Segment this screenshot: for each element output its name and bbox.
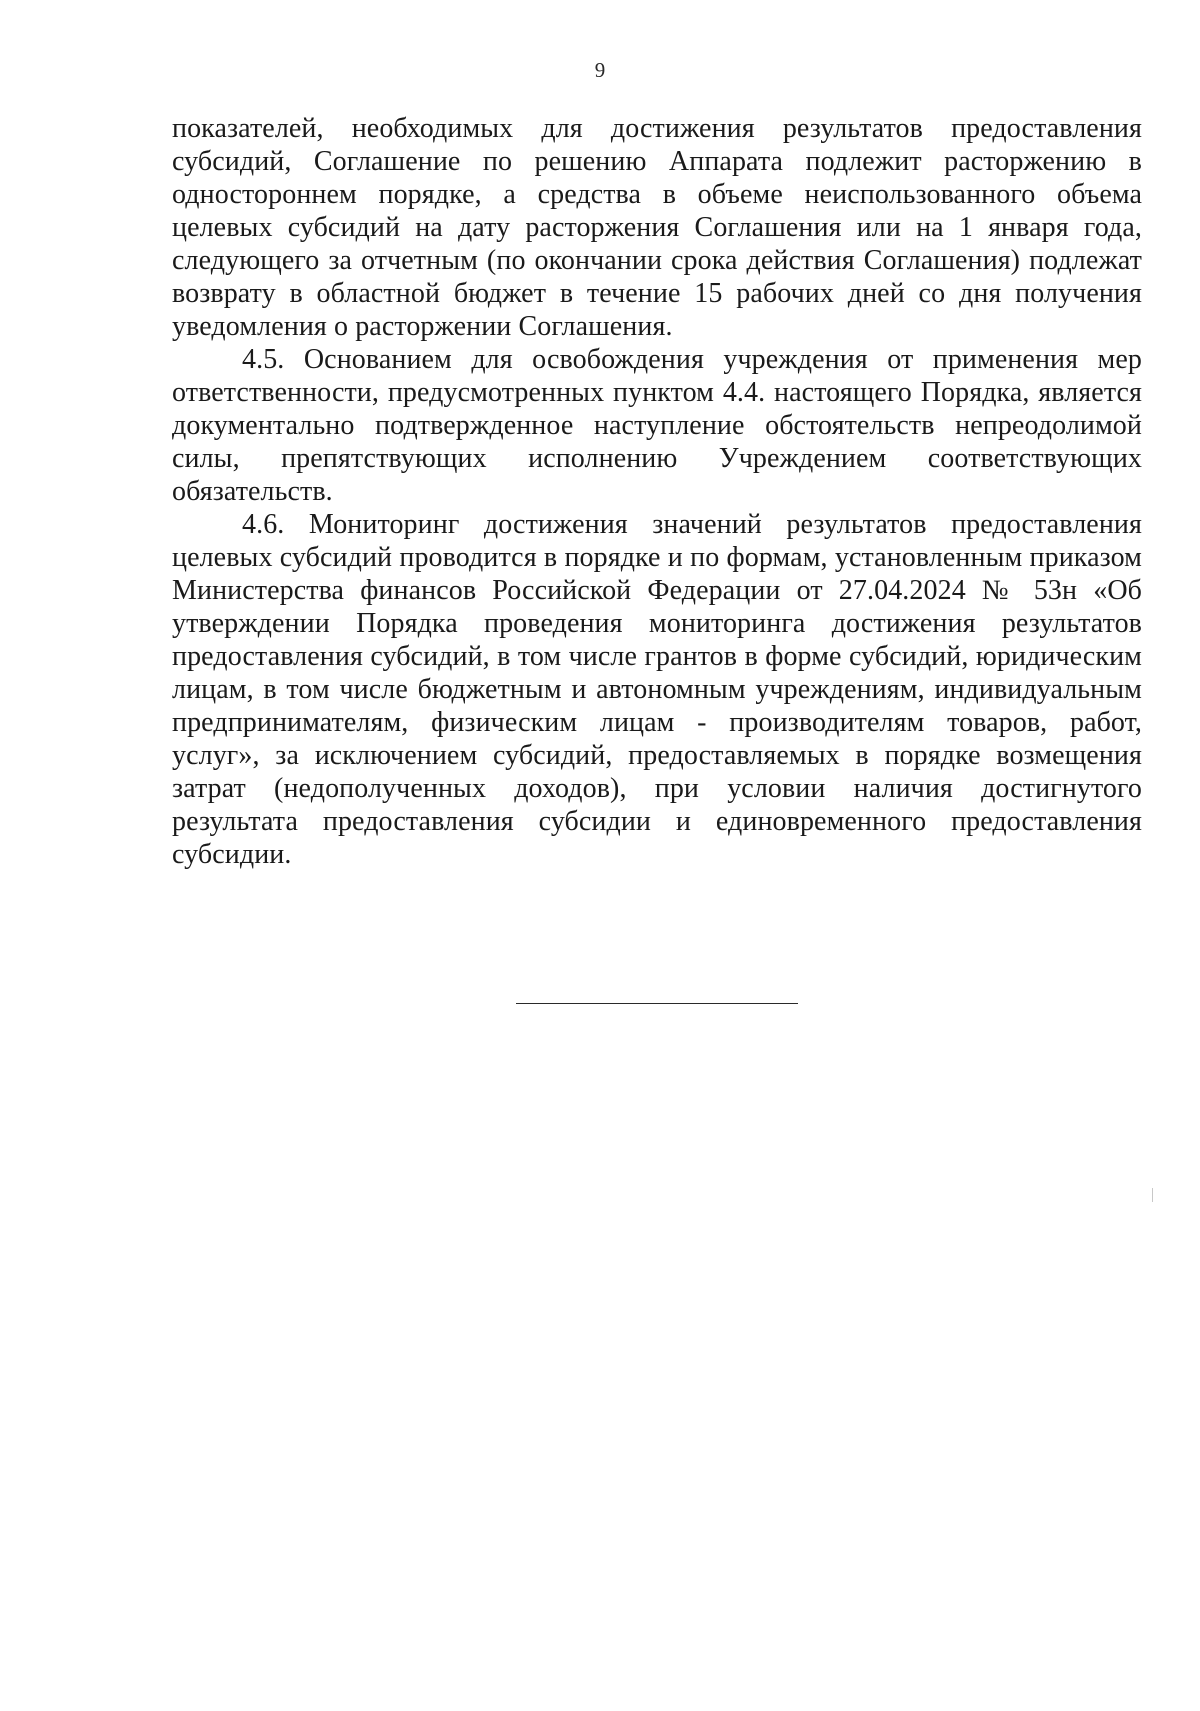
end-of-document-rule <box>516 1003 798 1004</box>
page-number: 9 <box>594 58 606 82</box>
document-body <box>172 112 1142 871</box>
paragraph-4-5: 4.5. Основанием для освобождения учреждения от применения мер ответственности, предусмотренных пунктом 4.4. настоящего Порядка, является документально подтвержденное наступление обстоятельств непреодолимой силы, препятствующих исполнению Учреждением соответствующих обязательств. <box>172 344 1142 507</box>
paragraph-continuation: показателей, необходимых для достижения результатов предоставления субсидий, Соглашение по решению Аппарата подлежит расторжению в одностороннем порядке, а средства в объеме неиспользованного объема целевых субсидий на дату расторжения Соглашения или на 1 января года, следующего за отчетным (по окончании срока действия Соглашения) подлежат возврату в областной бюджет в течение 15 рабочих дней со дня получения уведомления о расторжении Соглашения. <box>172 113 1142 342</box>
scan-artifact-mark <box>1152 1188 1153 1202</box>
paragraph-4-6: 4.6. Мониторинг достижения значений результатов предоставления целевых субсидий проводится в порядке и по формам, установленным приказом Министерства финансов Российской Федерации от 27.04.2024 № 53н «Об утверждении Порядка проведения мониторинга достижения результатов предоставления субсидий, в том числе грантов в форме субсидий, юридическим лицам, в том числе бюджетным и автономным учреждениям, индивидуальным предпринимателям, физическим лицам - производителям товаров, работ, услуг», за исключением субсидий, предоставляемых в порядке возмещения затрат (недополученных доходов), при условии наличия достигнутого результата предоставления субсидии и единовременного предоставления субсидии. <box>172 509 1142 870</box>
